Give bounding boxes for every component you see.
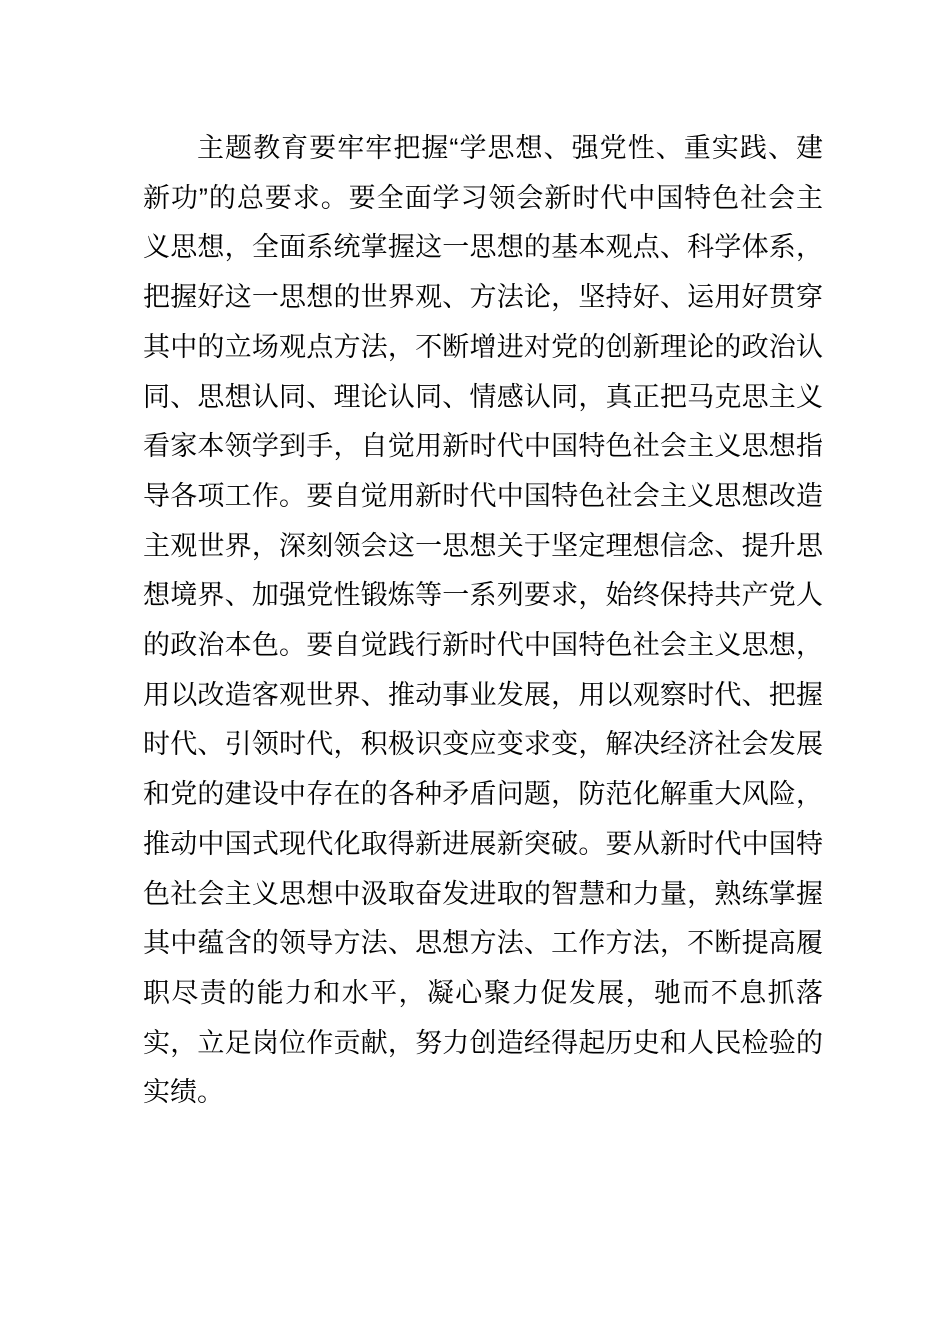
- document-paragraph: 主题教育要牢牢把握“学思想、强党性、重实践、建新功”的总要求。要全面学习领会新时代中国特色社会主义思想，全面系统掌握这一思想的基本观点、科学体系，把握好这一思想的世界观、方法论，坚持好、运用好贯穿其中的立场观点方法，不断增进对党的创新理论的政治认同、思想认同、理论认同、情感认同，真正把马克思主义看家本领学到手，自觉用新时代中国特色社会主义思想指导各项工作。要自觉用新时代中国特色社会主义思想改造主观世界，深刻领会这一思想关于坚定理想信念、提升思想境界、加强党性锻炼等一系列要求，始终保持共产党人的政治本色。要自觉践行新时代中国特色社会主义思想，用以改造客观世界、推动事业发展，用以观察时代、把握时代、引领时代，积极识变应变求变，解决经济社会发展和党的建设中存在的各种矛盾问题，防范化解重大风险，推动中国式现代化取得新进展新突破。要从新时代中国特色社会主义思想中汲取奋发进取的智慧和力量，熟练掌握其中蕴含的领导方法、思想方法、工作方法，不断提高履职尽责的能力和水平，凝心聚力促发展，驰而不息抓落实，立足岗位作贡献，努力创造经得起历史和人民检验的实绩。: [143, 133, 823, 1108]
